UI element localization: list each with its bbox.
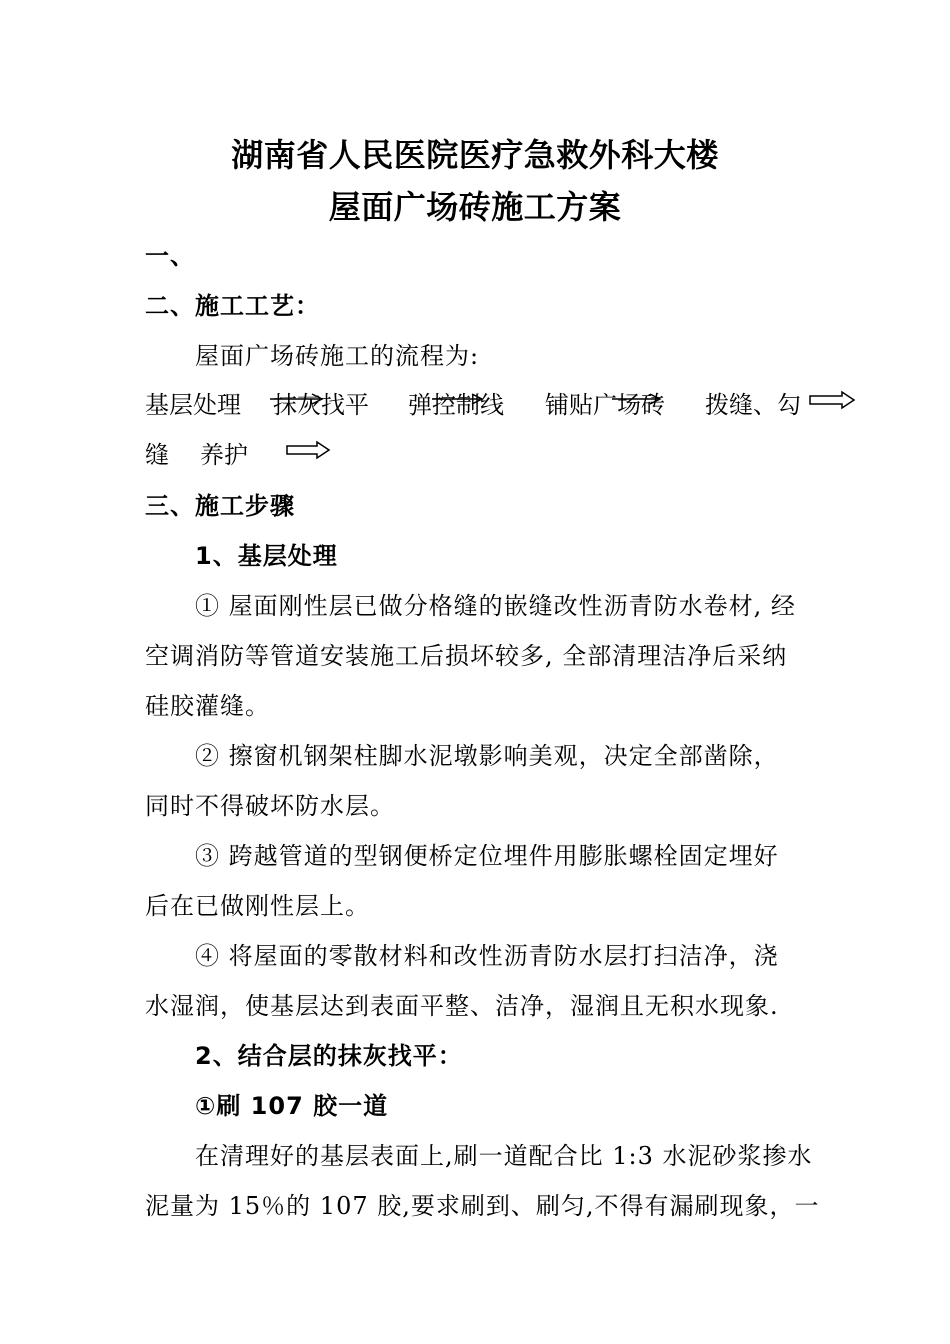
subsection-1-heading: 1、基层处理 — [195, 542, 338, 570]
flow-step-control-lines: 弹控制线 — [408, 391, 504, 419]
flow-block-arrow-1 — [808, 390, 858, 410]
section-2-heading: 二、施工工艺： — [145, 292, 320, 320]
flow-step-plaster-leveling: 抹灰找平 — [273, 391, 369, 419]
subsection-2-heading: 2、结合层的抹灰找平： — [195, 1042, 463, 1070]
flow-block-arrow-2 — [285, 440, 335, 460]
section-1-heading: 一、 — [145, 242, 195, 270]
paragraph-5-line-1: 在清理好的基层表面上,刷一道配合比 1:3 水泥砂浆掺水 — [195, 1142, 813, 1170]
paragraph-2-line-1: ② 擦窗机钢架柱脚水泥墩影响美观，决定全部凿除， — [195, 742, 779, 770]
flow-arrow-3 — [610, 392, 670, 406]
flow-step-curing: 养护 — [200, 441, 248, 469]
flow-step-joint-b: 缝 — [145, 441, 169, 469]
document-title-line1: 湖南省人民医院医疗急救外科大楼 — [231, 136, 719, 174]
paragraph-3-line-1: ③ 跨越管道的型钢便桥定位埋件用膨胀螺栓固定埋好 — [195, 842, 779, 870]
subsection-2-1-heading: ①刷 107 胶一道 — [195, 1092, 389, 1120]
process-intro: 屋面广场砖施工的流程为: — [195, 342, 480, 370]
paragraph-2-line-2: 同时不得破坏防水层。 — [145, 792, 395, 820]
flow-arrow-1 — [268, 392, 328, 406]
paragraph-4-line-2: 水湿润，使基层达到表面平整、洁净，湿润且无积水现象. — [145, 992, 779, 1020]
paragraph-1-line-2: 空调消防等管道安装施工后损坏较多, 全部清理洁净后采纳 — [145, 642, 788, 670]
flow-step-base-treatment: 基层处理 — [145, 391, 241, 419]
paragraph-4-line-1: ④ 将屋面的零散材料和改性沥青防水层打扫洁净，浇 — [195, 942, 779, 970]
flow-arrow-2 — [430, 392, 490, 406]
document-title-line2: 屋面广场砖施工方案 — [328, 188, 622, 226]
flow-step-tile-laying: 铺贴广场砖 — [545, 391, 665, 419]
process-flow — [0, 0, 950, 470]
paragraph-1-line-3: 硅胶灌缝。 — [145, 692, 270, 720]
section-3-heading: 三、施工步骤 — [145, 492, 295, 520]
paragraph-1-line-1: ① 屋面刚性层已做分格缝的嵌缝改性沥青防水卷材, 经 — [195, 592, 796, 620]
paragraph-5-line-2: 泥量为 15％的 107 胶,要求刷到、刷匀,不得有漏刷现象，一 — [145, 1192, 820, 1220]
paragraph-3-line-2: 后在已做刚性层上。 — [145, 892, 370, 920]
flow-step-joint-a: 拨缝、勾 — [705, 391, 801, 419]
